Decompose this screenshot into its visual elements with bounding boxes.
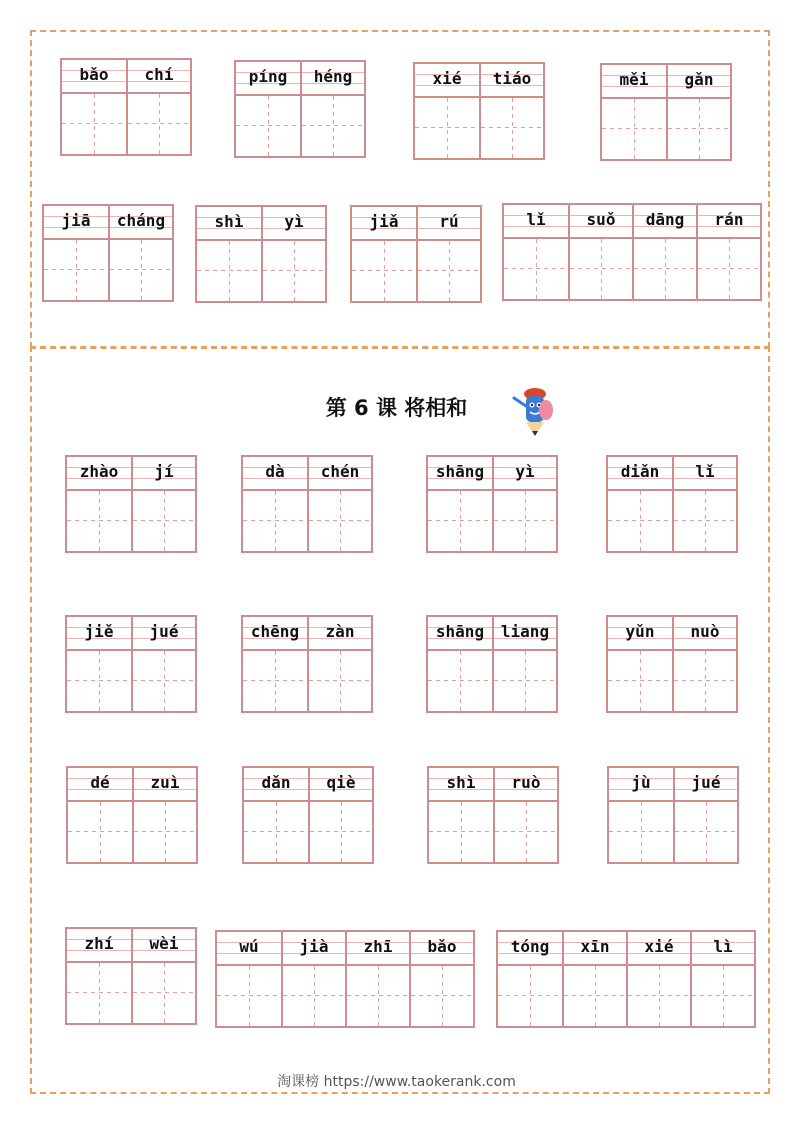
char-cell[interactable] — [690, 932, 754, 1026]
char-cell[interactable] — [492, 457, 556, 551]
pinyin: jiā — [44, 206, 108, 240]
word-grid — [502, 203, 762, 301]
char-cell[interactable] — [67, 617, 131, 711]
pinyin: zhī — [347, 932, 409, 966]
char-cell[interactable] — [261, 207, 325, 301]
char-cell[interactable] — [236, 62, 300, 156]
pinyin: nuò — [674, 617, 736, 651]
char-cell[interactable] — [416, 207, 480, 301]
lesson-title: 第 6 课 将相和 — [325, 396, 468, 420]
char-cell[interactable] — [131, 457, 195, 551]
char-cell[interactable] — [62, 60, 126, 154]
word-grid — [242, 766, 374, 864]
word-grid — [60, 58, 192, 156]
word-grid — [606, 615, 738, 713]
pinyin: jí — [133, 457, 195, 491]
char-cell[interactable] — [673, 768, 737, 862]
pinyin: jué — [675, 768, 737, 802]
pinyin: xīn — [564, 932, 626, 966]
pinyin: jiǎ — [352, 207, 416, 241]
word-grid — [606, 455, 738, 553]
pinyin: wèi — [133, 929, 195, 963]
pinyin: měi — [602, 65, 666, 99]
pinyin: bǎo — [62, 60, 126, 94]
word-grid — [496, 930, 756, 1028]
char-cell[interactable] — [131, 929, 195, 1023]
pencil-mascot-icon — [508, 384, 560, 440]
char-cell[interactable] — [608, 457, 672, 551]
pinyin: wú — [217, 932, 281, 966]
char-cell[interactable] — [108, 206, 172, 300]
word-grid — [42, 204, 174, 302]
pinyin: xié — [415, 64, 479, 98]
word-grid — [195, 205, 327, 303]
pinyin: shì — [197, 207, 261, 241]
word-grid — [234, 60, 366, 158]
pinyin: dǎn — [244, 768, 308, 802]
pinyin: liang — [494, 617, 556, 651]
pinyin: shāng — [428, 457, 492, 491]
pinyin: jù — [609, 768, 673, 802]
char-cell[interactable] — [352, 207, 416, 301]
word-grid — [413, 62, 545, 160]
pinyin: píng — [236, 62, 300, 96]
pinyin: zhào — [67, 457, 131, 491]
pinyin: yǔn — [608, 617, 672, 651]
word-grid — [426, 455, 558, 553]
word-grid — [65, 455, 197, 553]
pinyin: jué — [133, 617, 195, 651]
char-cell[interactable] — [126, 60, 190, 154]
char-cell[interactable] — [68, 768, 132, 862]
pinyin: suǒ — [570, 205, 632, 239]
section-divider — [30, 347, 770, 349]
char-cell[interactable] — [428, 457, 492, 551]
char-cell[interactable] — [626, 932, 690, 1026]
char-cell[interactable] — [67, 929, 131, 1023]
char-cell[interactable] — [197, 207, 261, 301]
char-cell[interactable] — [568, 205, 632, 299]
word-grid — [65, 927, 197, 1025]
pinyin: chén — [309, 457, 371, 491]
pinyin: jià — [283, 932, 345, 966]
char-cell[interactable] — [415, 64, 479, 158]
char-cell[interactable] — [409, 932, 473, 1026]
word-grid — [600, 63, 732, 161]
char-cell[interactable] — [562, 932, 626, 1026]
pinyin: yì — [494, 457, 556, 491]
pinyin: dà — [243, 457, 307, 491]
word-grid — [607, 766, 739, 864]
pinyin: tóng — [498, 932, 562, 966]
word-grid — [241, 615, 373, 713]
char-cell[interactable] — [672, 457, 736, 551]
char-cell[interactable] — [632, 205, 696, 299]
pinyin: cháng — [110, 206, 172, 240]
char-cell[interactable] — [300, 62, 364, 156]
char-cell[interactable] — [243, 617, 307, 711]
pinyin: diǎn — [608, 457, 672, 491]
pinyin: shì — [429, 768, 493, 802]
char-cell[interactable] — [493, 768, 557, 862]
word-grid — [426, 615, 558, 713]
char-cell[interactable] — [498, 932, 562, 1026]
char-cell[interactable] — [608, 617, 672, 711]
pinyin: gǎn — [668, 65, 730, 99]
pinyin: zhí — [67, 929, 131, 963]
pinyin: jiě — [67, 617, 131, 651]
pinyin: chēng — [243, 617, 307, 651]
char-cell[interactable] — [504, 205, 568, 299]
word-grid — [65, 615, 197, 713]
char-cell[interactable] — [132, 768, 196, 862]
pinyin: rán — [698, 205, 760, 239]
pinyin: chí — [128, 60, 190, 94]
word-grid — [215, 930, 475, 1028]
pinyin: yì — [263, 207, 325, 241]
char-cell[interactable] — [479, 64, 543, 158]
char-cell[interactable] — [307, 617, 371, 711]
word-grid — [427, 766, 559, 864]
char-cell[interactable] — [666, 65, 730, 159]
pinyin: lǐ — [504, 205, 568, 239]
word-grid — [66, 766, 198, 864]
pinyin: ruò — [495, 768, 557, 802]
pinyin: bǎo — [411, 932, 473, 966]
char-cell[interactable] — [44, 206, 108, 300]
char-cell[interactable] — [244, 768, 308, 862]
char-cell[interactable] — [217, 932, 281, 1026]
pinyin: rú — [418, 207, 480, 241]
pinyin: qiè — [310, 768, 372, 802]
char-cell[interactable] — [67, 457, 131, 551]
char-cell[interactable] — [672, 617, 736, 711]
pinyin: dāng — [634, 205, 696, 239]
char-cell[interactable] — [602, 65, 666, 159]
char-cell[interactable] — [281, 932, 345, 1026]
char-cell[interactable] — [696, 205, 760, 299]
char-cell[interactable] — [609, 768, 673, 862]
pinyin: lǐ — [674, 457, 736, 491]
pinyin: tiáo — [481, 64, 543, 98]
pinyin: shāng — [428, 617, 492, 651]
pinyin: héng — [302, 62, 364, 96]
char-cell[interactable] — [345, 932, 409, 1026]
char-cell[interactable] — [307, 457, 371, 551]
char-cell[interactable] — [492, 617, 556, 711]
char-cell[interactable] — [428, 617, 492, 711]
pinyin: lì — [692, 932, 754, 966]
pinyin: dé — [68, 768, 132, 802]
word-grid — [350, 205, 482, 303]
pinyin: zàn — [309, 617, 371, 651]
char-cell[interactable] — [308, 768, 372, 862]
pinyin: zuì — [134, 768, 196, 802]
word-grid — [241, 455, 373, 553]
char-cell[interactable] — [429, 768, 493, 862]
char-cell[interactable] — [131, 617, 195, 711]
char-cell[interactable] — [243, 457, 307, 551]
footer-watermark: 淘课榜 https://www.taokerank.com — [277, 1074, 516, 1090]
pinyin: xié — [628, 932, 690, 966]
